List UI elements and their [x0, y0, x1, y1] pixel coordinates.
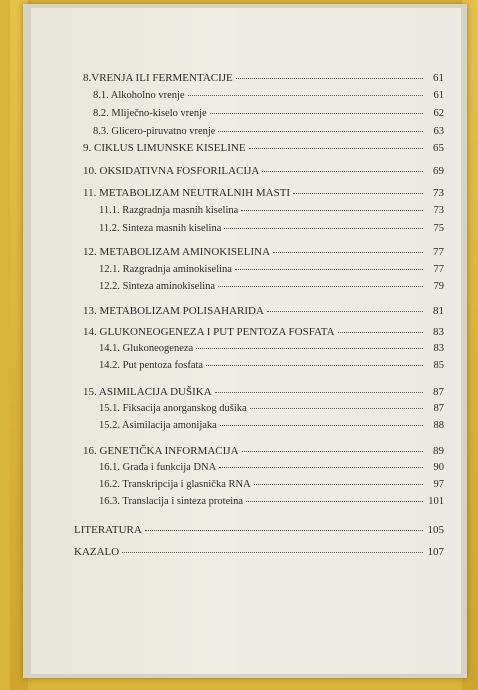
toc-entry-title: 9. CIKLUS LIMUNSKE KISELINE: [83, 142, 246, 154]
toc-leader-dots: [145, 530, 423, 531]
toc-entry-title: 15.1. Fiksacija anorganskog dušika: [99, 403, 247, 414]
toc-page-number: 105: [427, 524, 444, 536]
toc-page-number: 89: [433, 445, 444, 457]
toc-page-number: 81: [433, 305, 444, 317]
toc-entry: [83, 72, 444, 84]
toc-entry-title: 14.2. Put pentoza fosfata: [99, 360, 204, 371]
toc-entry-title: 15. ASIMILACIJA DUŠIKA: [83, 386, 212, 398]
toc-leader-dots: [254, 484, 423, 485]
toc-page-number: 73: [433, 205, 444, 216]
toc-entry: [99, 479, 444, 490]
toc-leader-dots: [246, 501, 423, 502]
toc-leader-dots: [249, 148, 423, 149]
toc-leader-dots: [242, 451, 423, 452]
toc-entry-title: 11. METABOLIZAM NEUTRALNIH MASTI: [83, 187, 291, 199]
toc-leader-dots: [196, 348, 423, 349]
toc-entry: [74, 524, 444, 536]
toc-leader-dots: [235, 269, 423, 270]
toc-entry: [83, 246, 444, 258]
toc-page-number: 107: [427, 546, 444, 558]
toc-page-number: 79: [433, 281, 444, 292]
toc-leader-dots: [219, 467, 423, 468]
toc-entry-title: LITERATURA: [74, 524, 142, 536]
toc-page-number: 62: [433, 108, 444, 119]
toc-entry-title: 8.3. Glicero-piruvatno vrenje: [93, 126, 216, 137]
toc-leader-dots: [220, 425, 423, 426]
toc-leader-dots: [267, 311, 423, 312]
toc-page-number: 61: [433, 72, 444, 84]
toc-page-number: 85: [433, 360, 444, 371]
toc-entry: [99, 205, 444, 216]
toc-leader-dots: [262, 171, 423, 172]
toc-entry-title: 12.2. Sinteza aminokiselina: [99, 281, 216, 292]
toc-entry: [99, 360, 444, 371]
toc-entry: [93, 108, 444, 119]
toc-page-number: 97: [433, 479, 444, 490]
toc-entry-title: 8.VRENJA ILI FERMENTACIJE: [83, 72, 233, 84]
toc-entry: [83, 142, 444, 154]
toc-entry-title: 8.1. Alkoholno vrenje: [93, 90, 185, 101]
toc-entry-title: KAZALO: [74, 546, 120, 558]
book-page: [31, 8, 461, 674]
toc-entry-title: 12.1. Razgradnja aminokiselina: [99, 264, 232, 275]
toc-entry-title: 16. GENETIČKA INFORMACIJA: [83, 445, 239, 457]
toc-entry: [74, 546, 444, 558]
toc-entry: [99, 496, 444, 507]
toc-leader-dots: [273, 252, 423, 253]
toc-entry: [83, 326, 444, 338]
toc-entry-title: 16.1. Građa i funkcija DNA: [99, 462, 217, 473]
toc-leader-dots: [338, 332, 423, 333]
toc-entry: [83, 305, 444, 317]
toc-entry-title: 16.2. Transkripcija i glasnička RNA: [99, 479, 251, 490]
toc-page-number: 87: [433, 386, 444, 398]
toc-page-number: 87: [433, 403, 444, 414]
toc-page-number: 101: [428, 496, 444, 507]
toc-entry-title: 15.2. Asimilacija amonijaka: [99, 420, 217, 431]
toc-entry-title: 10. OKSIDATIVNA FOSFORILACIJA: [83, 165, 260, 177]
toc-page-number: 83: [433, 343, 444, 354]
toc-entry: [99, 343, 444, 354]
toc-entry: [83, 187, 444, 199]
toc-entry: [99, 223, 444, 234]
toc-entry: [83, 165, 444, 177]
toc-leader-dots: [206, 365, 423, 366]
toc-entry-title: 14. GLUKONEOGENEZA I PUT PENTOZA FOSFATA: [83, 326, 335, 338]
toc-page-number: 83: [433, 326, 444, 338]
toc-page-number: 65: [433, 142, 444, 154]
toc-entry: [83, 386, 444, 398]
toc-entry: [99, 264, 444, 275]
toc-leader-dots: [210, 113, 423, 114]
table-of-contents: [31, 8, 461, 674]
toc-leader-dots: [293, 193, 423, 194]
toc-page-number: 75: [433, 223, 444, 234]
toc-entry: [93, 90, 444, 101]
toc-entry: [99, 462, 444, 473]
toc-entry-title: 8.2. Mliječno-kiselo vrenje: [93, 108, 207, 119]
toc-leader-dots: [122, 552, 423, 553]
toc-page-number: 69: [433, 165, 444, 177]
toc-page-number: 61: [433, 90, 444, 101]
toc-entry: [99, 420, 444, 431]
toc-entry-title: 13. METABOLIZAM POLISAHARIDA: [83, 305, 264, 317]
toc-leader-dots: [215, 392, 423, 393]
toc-leader-dots: [218, 131, 423, 132]
toc-entry: [93, 126, 444, 137]
toc-page-number: 63: [433, 126, 444, 137]
toc-entry: [99, 403, 444, 414]
toc-page-number: 77: [433, 246, 444, 258]
toc-page-number: 90: [433, 462, 444, 473]
toc-leader-dots: [224, 228, 423, 229]
toc-entry-title: 12. METABOLIZAM AMINOKISELINA: [83, 246, 271, 258]
toc-page-number: 73: [433, 187, 444, 199]
toc-page-number: 77: [433, 264, 444, 275]
toc-leader-dots: [250, 408, 423, 409]
toc-entry: [99, 281, 444, 292]
toc-entry-title: 11.1. Razgradnja masnih kiselina: [99, 205, 239, 216]
toc-entry-title: 14.1. Glukoneogeneza: [99, 343, 194, 354]
toc-entry-title: 11.2. Sinteza masnih kiselina: [99, 223, 222, 234]
toc-entry-title: 16.3. Translacija i sinteza proteina: [99, 496, 244, 507]
toc-leader-dots: [218, 286, 423, 287]
toc-leader-dots: [236, 78, 423, 79]
toc-leader-dots: [241, 210, 423, 211]
toc-entry: [83, 445, 444, 457]
toc-page-number: 88: [433, 420, 444, 431]
toc-leader-dots: [188, 95, 423, 96]
